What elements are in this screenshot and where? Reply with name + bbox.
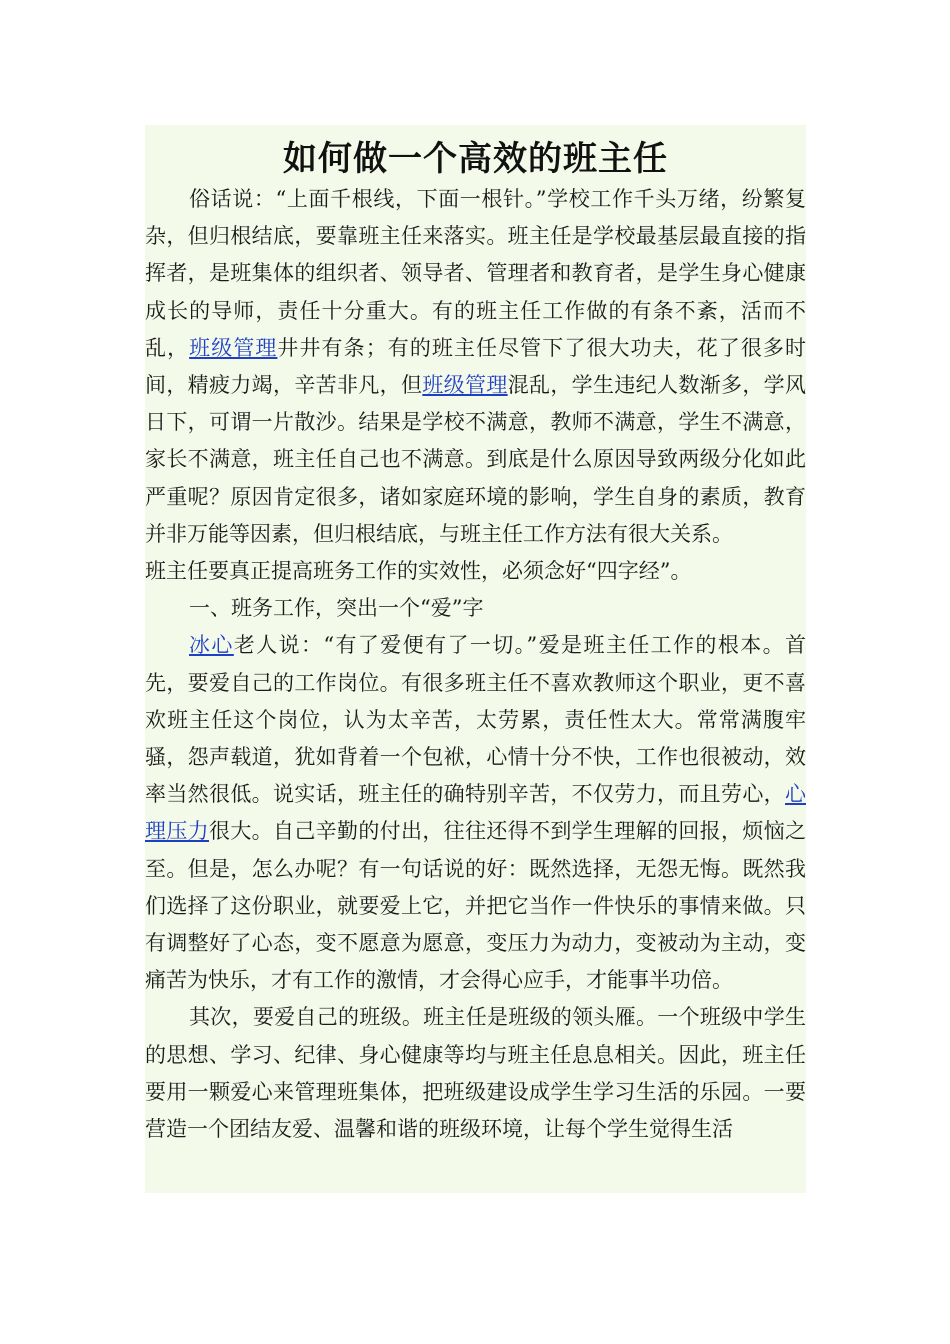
document-title: 如何做一个高效的班主任: [283, 139, 668, 179]
link-class-management[interactable]: 班级管理: [189, 335, 278, 360]
paragraph-text: 俗话说：“上面千根线，下面一根针。”学校工作千头万绪，纷繁复杂，但归根结底，要靠班主任来落实。班主任是学校最基层最直接的指挥者，是班集体的组织者、领导者、管理者和教育者，是学生身心健康成长的导师，责任十分重大。有的班主任工作做的有条不紊，活而不乱，: [145, 187, 806, 360]
link-psychological-pressure[interactable]: 心理压力: [145, 782, 806, 844]
section-heading-love: 一、班务工作，突出一个“爱”字: [189, 596, 484, 621]
paragraph-text: 老人说：“有了爱便有了一切。”爱是班主任工作的根本。首先，要爱自己的工作岗位。有很多班主任不喜欢教师这个职业，更不喜欢班主任这个岗位，认为太辛苦，太劳累，责任性太大。常常满腹牢骚，怨声载道，犹如背着一个包袱，心情十分不快，工作也很被动，效率当然很低。说实话，班主任的确特别辛苦，不仅劳力，而且劳心，: [145, 633, 806, 807]
paragraph-text: 混乱，学生违纪人数渐多，学风日下，可谓一片散沙。结果是学校不满意，教师不满意，学生不满意，家长不满意，班主任自己也不满意。到底是什么原因导致两级分化如此严重呢？原因肯定很多，诸如家庭环境的影响，学生自身的素质，教育并非万能等因素，但归根结底，与班主任工作方法有很大关系。: [145, 373, 806, 546]
document-content: [145, 125, 806, 1193]
link-class-management-2[interactable]: 班级管理: [422, 373, 508, 398]
link-bingxin[interactable]: 冰心: [189, 633, 234, 658]
paragraph-love-class: 其次，要爱自己的班级。班主任是班级的领头雁。一个班级中学生的思想、学习、纪律、身心健康等均与班主任息息相关。因此，班主任要用一颗爱心来管理班集体，把班级建设成学生学习生活的乐园。一要营造一个团结友爱、温馨和谐的班级环境，让每个学生觉得生活: [145, 1005, 806, 1142]
paragraph-love-job: [145, 627, 806, 999]
paragraph-text: 井井有条；有的班主任尽管下了很大功夫，花了很多时间，精疲力竭，辛苦非凡，但: [145, 335, 806, 398]
paragraph-four-words: 班主任要真正提高班务工作的实效性，必须念好“四字经”。: [145, 559, 692, 584]
paragraph-intro: [145, 181, 806, 553]
paragraph-text: 很大。自己辛勤的付出，往往还得不到学生理解的回报，烦恼之至。但是，怎么办呢？有一句话说的好：既然选择，无怨无悔。既然我们选择了这份职业，就要爱上它，并把它当作一件快乐的事情来做。只有调整好了心态，变不愿意为愿意，变压力为动力，变被动为主动，变痛苦为快乐，才有工作的激情，才会得心应手，才能事半功倍。: [145, 819, 806, 993]
